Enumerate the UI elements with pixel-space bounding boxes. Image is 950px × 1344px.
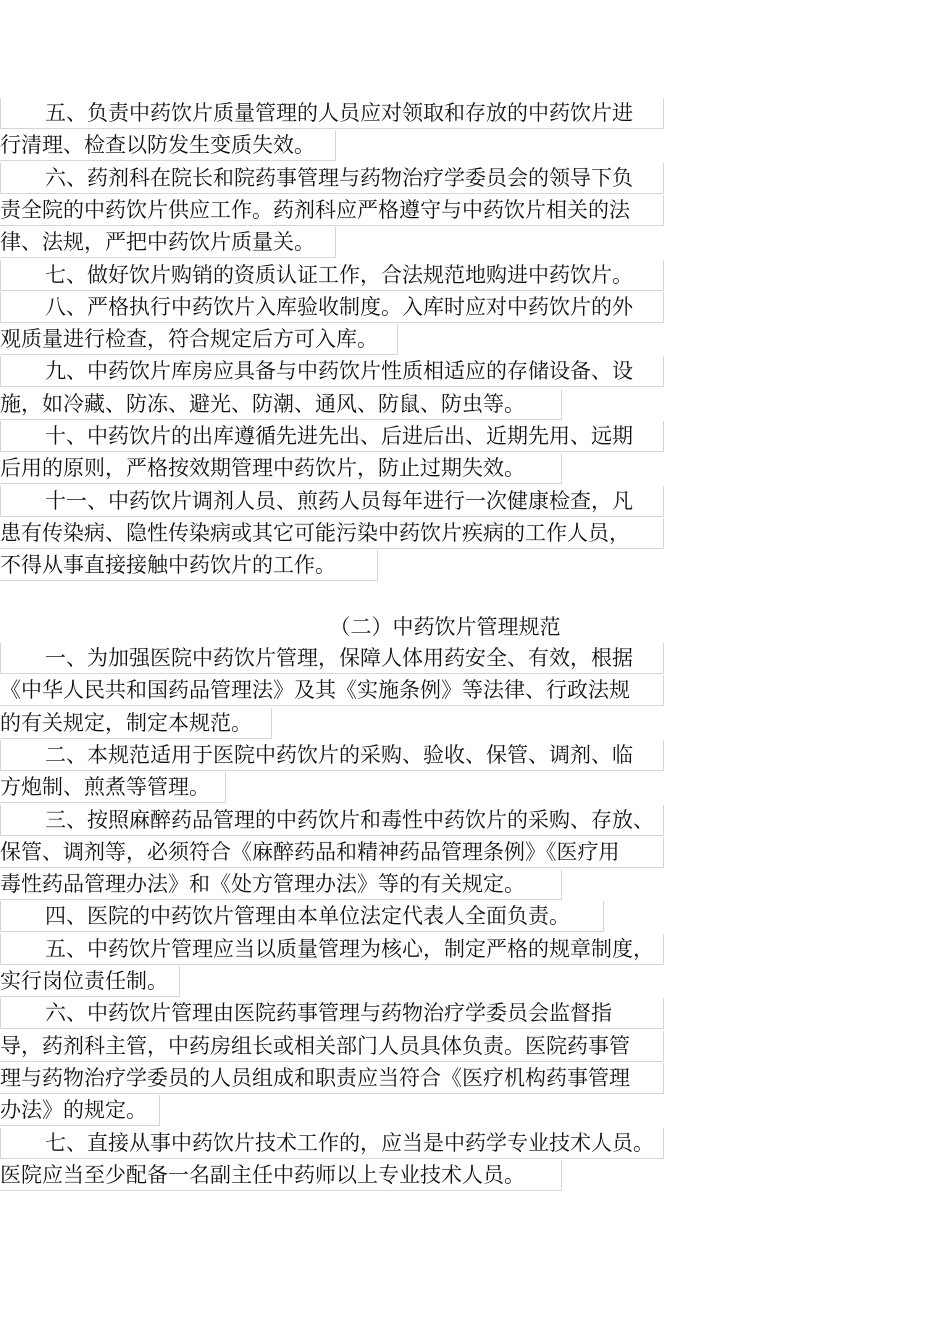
- paragraph-line: [0, 1095, 160, 1126]
- paragraph-line: [0, 901, 604, 932]
- paragraph-line: [0, 130, 336, 161]
- paragraph-line: [0, 998, 664, 1029]
- paragraph-line-text: 的有关规定，制定本规范。: [0, 710, 252, 735]
- paragraph-line-text: 九、中药饮片库房应具备与中药饮片性质相适应的存储设备、设: [45, 359, 633, 384]
- paragraph-line-text: 五、负责中药饮片质量管理的人员应对领取和存放的中药饮片进: [45, 101, 633, 125]
- paragraph-line: [0, 740, 664, 771]
- paragraph-line-text: 八、严格执行中药饮片入库验收制度。入库时应对中药饮片的外: [45, 294, 633, 319]
- paragraph-line: [0, 805, 664, 836]
- paragraph-line-text: 四、医院的中药饮片管理由本单位法定代表人全面负责。: [45, 904, 570, 929]
- paragraph-line: [0, 163, 664, 194]
- paragraph-line-text: 十一、中药饮片调剂人员、煎药人员每年进行一次健康检查，凡: [45, 488, 633, 513]
- paragraph-line: [0, 550, 378, 581]
- paragraph-line: [0, 324, 398, 355]
- paragraph-line: [0, 643, 664, 674]
- paragraph-line: [0, 292, 664, 323]
- paragraph-line: [0, 772, 226, 803]
- paragraph-line-text: 行清理、检查以防发生变质失效。: [0, 133, 315, 158]
- paragraph-line: [0, 227, 336, 258]
- paragraph-line: [0, 389, 562, 420]
- paragraph-line-text: 方炮制、煎煮等管理。: [0, 775, 210, 800]
- paragraph-line: [0, 195, 664, 226]
- paragraph-line-text: 十、中药饮片的出库遵循先进先出、后进后出、近期先用、远期: [45, 424, 633, 448]
- paragraph-line: [0, 356, 664, 387]
- paragraph-line: [0, 1063, 664, 1094]
- paragraph-line: [0, 869, 562, 900]
- paragraph-line-text: 二、本规范适用于医院中药饮片的采购、验收、保管、调剂、临: [45, 742, 633, 767]
- paragraph-line: [0, 1160, 562, 1191]
- paragraph-line-text: 医院应当至少配备一名副主任中药师以上专业技术人员。: [0, 1162, 525, 1187]
- paragraph-line-text: 律、法规，严把中药饮片质量关。: [0, 230, 315, 255]
- paragraph-line-text: 五、中药饮片管理应当以质量管理为核心，制定严格的规章制度，: [45, 936, 654, 961]
- paragraph-line-text: 七、做好饮片购销的资质认证工作，合法规范地购进中药饮片。: [45, 262, 633, 287]
- paragraph-line: [0, 966, 180, 997]
- paragraph-line-text: 不得从事直接接触中药饮片的工作。: [0, 553, 336, 578]
- paragraph-line-text: 三、按照麻醉药品管理的中药饮片和毒性中药饮片的采购、存放、: [45, 807, 654, 832]
- paragraph-line-text: 七、直接从事中药饮片技术工作的，应当是中药学专业技术人员。: [45, 1130, 654, 1155]
- paragraph-line: [0, 421, 664, 452]
- paragraph-line-text: 办法》的规定。: [0, 1098, 147, 1123]
- paragraph-line: [0, 1128, 664, 1159]
- paragraph-line-text: 患有传染病、隐性传染病或其它可能污染中药饮片疾病的工作人员，: [0, 520, 630, 545]
- paragraph-line: [0, 486, 664, 517]
- paragraph-line: [0, 453, 562, 484]
- paragraph-line: [0, 837, 664, 868]
- paragraph-line-text: 六、中药饮片管理由医院药事管理与药物治疗学委员会监督指: [45, 1001, 612, 1026]
- paragraph-line-text: 责全院的中药饮片供应工作。药剂科应严格遵守与中药饮片相关的法: [0, 197, 630, 222]
- paragraph-line-text: 后用的原则，严格按效期管理中药饮片，防止过期失效。: [0, 456, 525, 481]
- paragraph-line: [0, 675, 664, 706]
- paragraph-line: [0, 518, 664, 549]
- paragraph-line: [0, 1031, 664, 1062]
- paragraph-line: [0, 260, 664, 291]
- paragraph-line-text: 毒性药品管理办法》和《处方管理办法》等的有关规定。: [0, 872, 525, 897]
- paragraph-line-text: 实行岗位责任制。: [0, 969, 168, 993]
- paragraph-line-text: 观质量进行检查，符合规定后方可入库。: [0, 327, 378, 352]
- paragraph-line-text: 一、为加强医院中药饮片管理，保障人体用药安全、有效，根据: [45, 646, 633, 670]
- paragraph-line-text: 施，如冷藏、防冻、避光、防潮、通风、防鼠、防虫等。: [0, 391, 525, 416]
- paragraph-line-text: 保管、调剂等，必须符合《麻醉药品和精神药品管理条例》《医疗用: [0, 839, 620, 864]
- paragraph-line-text: 《中华人民共和国药品管理法》及其《实施条例》等法律、行政法规: [0, 678, 630, 703]
- paragraph-line: [0, 98, 664, 129]
- paragraph-line: [0, 708, 272, 739]
- paragraph-line-text: 六、药剂科在院长和院药事管理与药物治疗学委员会的领导下负: [45, 165, 633, 190]
- section-2-heading: [0, 612, 950, 643]
- paragraph-line-text: 导，药剂科主管，中药房组长或相关部门人员具体负责。医院药事管: [0, 1033, 630, 1058]
- paragraph-line-text: 理与药物治疗学委员的人员组成和职责应当符合《医疗机构药事管理: [0, 1065, 630, 1090]
- section-2-heading-text: （二）中药饮片管理规范: [329, 615, 561, 639]
- paragraph-line: [0, 934, 664, 965]
